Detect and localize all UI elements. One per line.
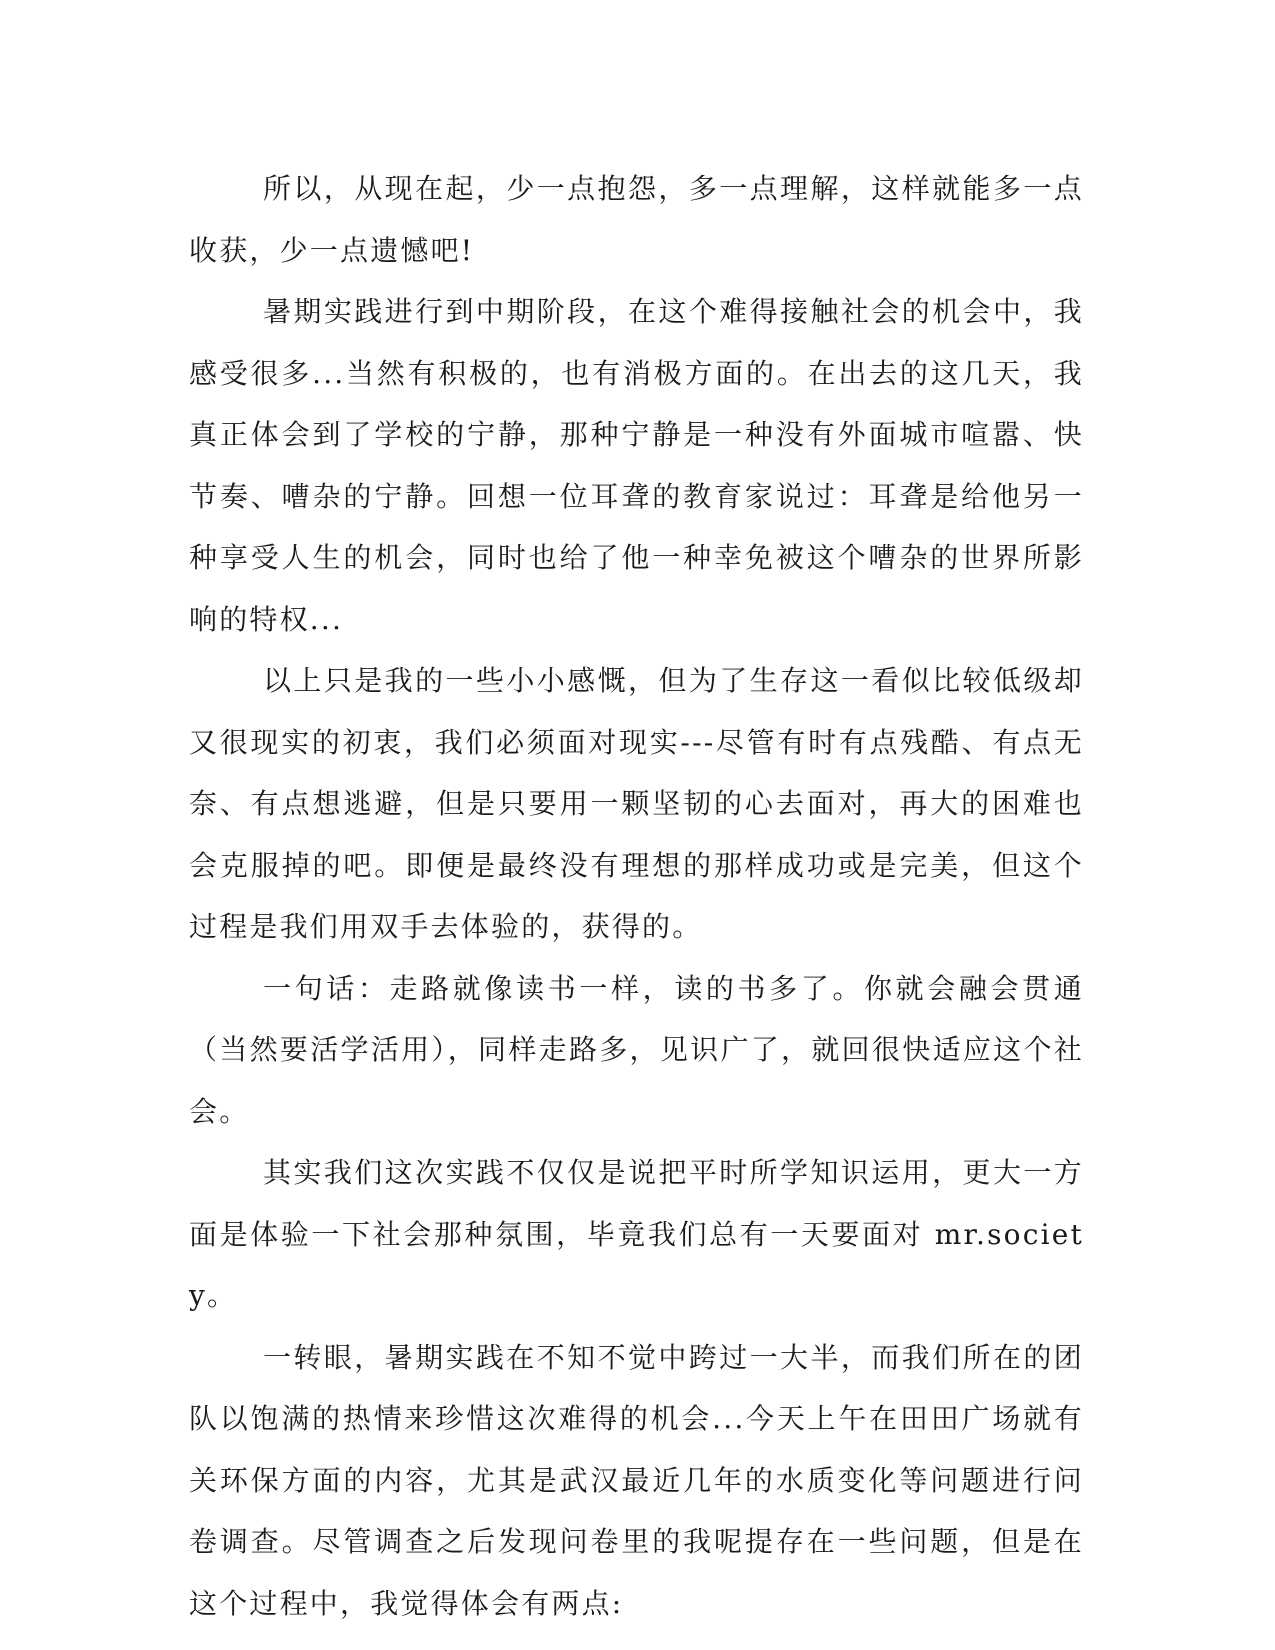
paragraph-5: 其实我们这次实践不仅仅是说把平时所学知识运用，更大一方面是体验一下社会那种氛围，毕竟我们总有一天要面对 mr.society。: [189, 1156, 1084, 1312]
paragraph-2: 暑期实践进行到中期阶段，在这个难得接触社会的机会中，我感受很多...当然有积极的，也有消极方面的。在出去的这几天，我真正体会到了学校的宁静，那种宁静是一种没有外面城市喧嚣、快节奏、嘈杂的宁静。回想一位耳聋的教育家说过：耳聋是给他另一种享受人生的机会，同时也给了他一种幸免被这个嘈杂的世界所影响的特权...: [189, 295, 1084, 636]
paragraph-3: 以上只是我的一些小小感慨，但为了生存这一看似比较低级却又很现实的初衷，我们必须面对现实---尽管有时有点残酷、有点无奈、有点想逃避，但是只要用一颗坚韧的心去面对，再大的困难也会克服掉的吧。即便是最终没有理想的那样成功或是完美，但这个过程是我们用双手去体验的，获得的。: [189, 664, 1084, 943]
paragraph-6: 一转眼，暑期实践在不知不觉中跨过一大半，而我们所在的团队以饱满的热情来珍惜这次难得的机会...今天上午在田田广场就有关环保方面的内容，尤其是武汉最近几年的水质变化等问题进行问卷调查。尽管调查之后发现问卷里的我呢提存在一些问题，但是在这个过程中，我觉得体会有两点:: [189, 1340, 1084, 1620]
body-text: [189, 158, 1084, 1634]
paragraph-1: 所以，从现在起，少一点抱怨，多一点理解，这样就能多一点收获，少一点遗憾吧!: [189, 172, 1084, 267]
paragraph-4: 一句话：走路就像读书一样，读的书多了。你就会融会贯通（当然要活学活用），同样走路多，见识广了，就回很快适应这个社会。: [189, 971, 1084, 1128]
